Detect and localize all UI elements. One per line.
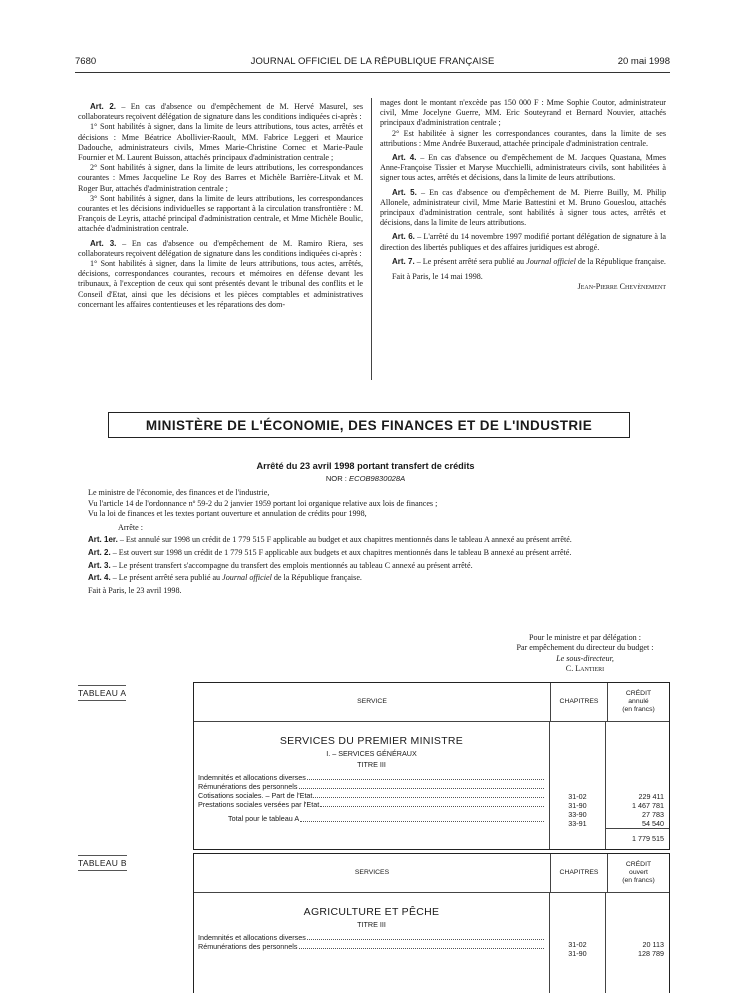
table-header: [194, 854, 669, 893]
table-row: Indemnités et allocations diverses: [198, 933, 545, 942]
section-title: SERVICES DU PREMIER MINISTRE: [279, 735, 464, 747]
header-credit: CRÉDIT annulé (en francs): [622, 690, 655, 713]
ministry-banner: MINISTÈRE DE L'ÉCONOMIE, DES FINANCES ET DE L'INDUSTRIE: [108, 412, 630, 438]
article-7: Art. 7. – Le présent arrêté sera publié au Journal officiel de la République française.: [392, 256, 666, 266]
titre: TITRE III: [357, 760, 386, 769]
table-header: [194, 683, 669, 722]
article-1: Art. 1er. – Est annulé sur 1998 un crédit de 1 779 515 F applicable au budget et aux chapitres mentionnés dans le tableau A annexé au présent arrêté.: [88, 535, 572, 545]
done-at: Fait à Paris, le 14 mai 1998.: [392, 272, 483, 282]
tableau-b-label: TABLEAU B: [78, 855, 127, 871]
header-chapitres: CHAPITRES: [551, 854, 608, 892]
preamble-line: Vu la loi de finances et les textes portant ouverture et annulation de crédits pour 1998,: [88, 509, 367, 519]
paragraph: 2° Est habilitée à signer les correspondances courantes, dans la limite de ses attributions : Mme Andrée Buxeraud, attachée principale d'administration centrale.: [380, 128, 666, 148]
arrete-word: Arrête :: [118, 522, 143, 532]
paragraph: 1° Sont habilités à signer, dans la limite de leurs attributions, tous actes, arrêtés, décisions, correspondances courantes, recours et mémoires en défense devant les tribunaux, à l'exception de ceux qui sont présentés devant le tribunal des conflits et le Conseil d'Etat, ainsi que les décisions et les pièces comptables et administratives concernant les affaires contentieuses et les réparations des dom-: [78, 259, 363, 309]
table-row: Rémunérations des personnels: [198, 942, 545, 951]
table-row: Rémunérations des personnels: [198, 782, 545, 791]
tableau-a: SERVICE CHAPITRES CRÉDIT annulé (en francs) SERVICES DU PREMIER MINISTRE I. – SERVICES GÉNÉRAUX TITRE III Indemnités et allocations diverses Rémunérations des personnels Cotisations sociales. – Part de l'Etat Prestations sociales versées par l'Etat Total pour le tableau A 31-02 31-90 33-90 33-91 229 411 1 467 781 27 783 54 540 1 779 515: [193, 682, 670, 850]
article-2: Art. 2. – Est ouvert sur 1998 un crédit de 1 779 515 F applicable aux budgets et aux chapitres mentionnés dans le tableau B annexé au présent arrêté.: [88, 547, 572, 557]
article-5: Art. 5. – En cas d'absence ou d'empêchement de M. Pierre Builly, M. Philip Allonele, administrateur civil, Mme Marie Battestini et M. Bruno Goueslou, attachés principaux d'administration centrale, sont habilités à signer tous actes, arrêtés et décisions, dans la limite de leurs attributions.: [380, 187, 667, 228]
titre: TITRE III: [357, 920, 386, 929]
tableau-b: SERVICES CHAPITRES CRÉDIT ouvert (en francs) AGRICULTURE ET PÊCHE TITRE III Indemnités et allocations diverses Rémunérations des personnels 31-02 31-90 20 113 128 789: [193, 853, 670, 993]
header-chapitres: CHAPITRES: [551, 683, 608, 721]
section-title: AGRICULTURE ET PÊCHE: [303, 906, 440, 918]
total-value: 1 779 515: [606, 828, 669, 849]
article-3: Art. 3. – Le présent transfert s'accompagne du transfert des emplois mentionnés au tableau C annexé au présent arrêté.: [88, 560, 473, 570]
preamble-line: Le ministre de l'économie, des finances et de l'industrie,: [88, 488, 270, 497]
left-column: [78, 98, 363, 310]
header-rule: [75, 72, 670, 73]
signatory: Jean-Pierre Chevènement: [577, 282, 666, 292]
article-4: Art. 4. – Le présent arrêté sera publié au Journal officiel de la République française.: [88, 573, 362, 583]
table-row: Cotisations sociales. – Part de l'Etat: [198, 791, 545, 800]
page-number: 7680: [75, 56, 97, 67]
delegation-signature: Pour le ministre et par délégation : Par empêchement du directeur du budget : Le sous-directeur, C. Lantieri: [470, 633, 700, 675]
issue-date: 20 mai 1998: [617, 56, 670, 67]
article-2: Art. 2. – En cas d'absence ou d'empêchement de M. Hervé Masurel, ses collaborateurs reçoivent délégation de signature dans les conditions indiquées ci-après :: [78, 102, 364, 122]
header-service: SERVICE: [194, 683, 551, 721]
done-at: Fait à Paris, le 23 avril 1998.: [88, 585, 182, 595]
tableau-a-label: TABLEAU A: [78, 685, 126, 701]
nor-reference: NOR : ECOB9830028A: [325, 474, 406, 483]
page-header: [75, 56, 670, 70]
journal-title: JOURNAL OFFICIEL DE LA RÉPUBLIQUE FRANÇAISE: [250, 56, 495, 67]
signatory: C. Lantieri: [565, 664, 605, 674]
paragraph: mages dont le montant n'excède pas 150 000 F : Mme Sophie Coutor, administrateur civil, Mme Jocelyne Guerre, MM. Eric Souteyrand et Bernard Nouvier, attachés principaux d'administration centrale ;: [380, 98, 666, 128]
subsection-title: I. – SERVICES GÉNÉRAUX: [326, 749, 417, 758]
table-row: Indemnités et allocations diverses: [198, 773, 545, 782]
paragraph: 2° Sont habilités à signer, dans la limite de leurs attributions, les correspondances courantes : Mmes Jacqueline Le Roy des Barres et Michèle Barrière-Litvak et M. Roger Bur, attachés d'administration centrale ;: [78, 163, 363, 193]
column-divider: [371, 98, 372, 380]
paragraph: 3° Sont habilités à signer, dans la limite de leurs attributions, les correspondances courantes et les décisions individuelles se rapportant à la circulation transfrontière : M. François de Leyris, attaché principal d'administration centrale, et Mme Michèle Boulic, attachée d'administration centrale.: [78, 193, 363, 234]
total-row: Total pour le tableau A: [198, 809, 545, 829]
arrete-body: [78, 488, 668, 596]
header-credit: CRÉDIT ouvert (en francs): [622, 861, 655, 884]
preamble-line: Vu l'article 14 de l'ordonnance nº 59-2 du 2 janvier 1959 portant loi organique relative aux lois de finances ;: [88, 498, 438, 508]
article-4: Art. 4. – En cas d'absence ou d'empêchement de M. Jacques Quastana, Mmes Anne-Françoise Tissier et Maryse Mucchielli, administrateurs civils, sont habilitées à signer tous actes, arrêtés et décisions, dans la limite de leurs attributions.: [380, 153, 666, 183]
arrete-title: Arrêté du 23 avril 1998 portant transfert de crédits: [256, 461, 475, 471]
article-3: Art. 3. – En cas d'absence ou d'empêchement de M. Ramiro Riera, ses collaborateurs reçoivent délégation de signature dans les conditions indiquées ci-après :: [78, 238, 364, 258]
header-service: SERVICES: [194, 854, 551, 892]
table-row: Prestations sociales versées par l'Etat: [198, 800, 545, 809]
article-6: Art. 6. – L'arrêté du 14 novembre 1997 modifié portant délégation de signature à la direction des libertés publiques et des affaires juridiques est abrogé.: [380, 232, 667, 252]
right-column: [380, 98, 666, 292]
paragraph: 1° Sont habilités à signer, dans la limite de leurs attributions, tous actes, arrêtés et décisions : Mme Béatrice Abollivier-Raoult, MM. Fabrice Leggeri et Maurice Dadouche, administrateurs civils, Mmes Marie-Christine Cornec et Marie-Paule Fournier et M. Laurent Buisson, attachés principaux d'administration centrale ;: [78, 122, 363, 163]
